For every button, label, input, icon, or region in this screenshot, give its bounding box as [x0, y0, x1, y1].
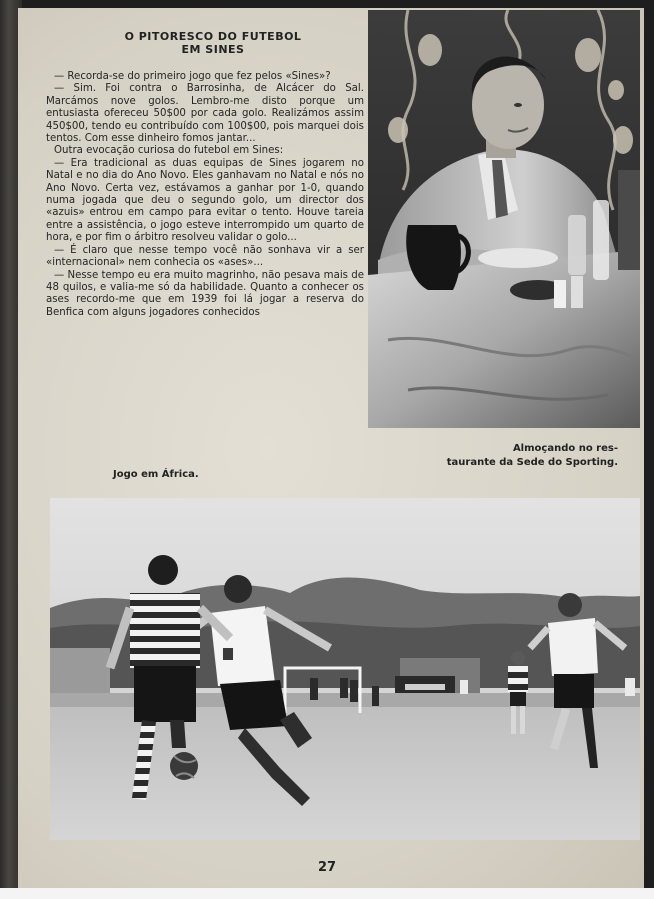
restaurant-photo-illustration — [368, 10, 640, 428]
page-number: 27 — [317, 860, 337, 875]
restaurant-caption-line-2: taurante da Sede do Sporting. — [446, 457, 618, 468]
article-paragraph: — Era tradicional as duas equipas de Sines jogarem no Natal e no dia do Ano Novo. Eles ganhavam no Natal e nós no Ano Novo. Certa vez, estávamos a ganhar por 1-0, quando numa jogada que deu o segundo golo, um director dos «azuis» entrou em campo para evitar o tento. Houve tareia entre a assistência, o jogo esteve interrompido um quarto de hora, e por fim o árbitro resolveu validar o golo... — [46, 157, 364, 244]
restaurant-photo — [368, 10, 640, 428]
article-title-line-2: EM SINES — [181, 43, 245, 56]
article-body — [46, 71, 364, 319]
article-paragraph: — Sim. Foi contra o Barrosinha, de Alcácer do Sal. Marcámos nove golos. Lembro-me disto porque um entusiasta ofereceu 50$00 por cada golo. Realizámos assim 450$00, tendo eu contribuído com 100$00, pois marquei dois tentos. Com esse dinheiro fomos jantar... — [46, 83, 364, 145]
football-match-photo — [50, 498, 640, 840]
football-match-illustration — [50, 498, 640, 840]
article-title — [98, 30, 328, 56]
magazine-page — [18, 8, 644, 888]
article-paragraph: — Recorda-se do primeiro jogo que fez pelos «Sines»? — [54, 71, 331, 82]
article-paragraph: — É claro que nesse tempo você não sonhava vir a ser «internacional» nem conhecia os «ases»... — [46, 244, 364, 269]
article-paragraph: Outra evocação curiosa do futebol em Sines: — [54, 145, 284, 157]
restaurant-caption-line-1: Almoçando no res- — [512, 443, 618, 454]
article-paragraph: — Nesse tempo eu era muito magrinho, não pesava mais de 48 quilos, e valia-me só da habilidade. Quanto a conhecer os ases recordo-me que em 1939 foi lá jogar a reserva do Benfica com alguns jogadores conhecidos — [46, 269, 364, 318]
page-bottom-edge — [0, 888, 654, 899]
restaurant-caption — [398, 442, 618, 470]
africa-caption: Jogo em África. — [113, 469, 199, 480]
article-title-line-1: O PITORESCO DO FUTEBOL — [124, 30, 302, 43]
